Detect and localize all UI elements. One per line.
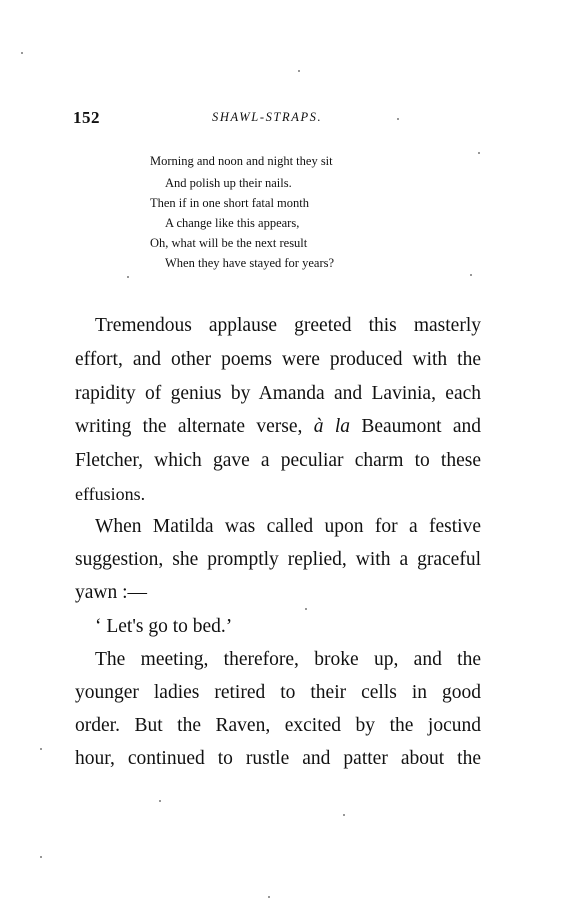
scan-speck (40, 748, 42, 750)
poem-line: A change like this appears, (165, 216, 300, 230)
poem-line: When they have stayed for years? (165, 256, 335, 270)
scan-speck (268, 896, 270, 898)
paragraph-line: effusions. (75, 484, 146, 504)
page-number: 152 (73, 108, 100, 127)
paragraph-line: suggestion, she promptly replied, with a graceful (75, 549, 481, 570)
scan-speck (40, 856, 42, 858)
scan-speck (298, 70, 300, 72)
poem-line: Then if in one short fatal month (150, 196, 309, 210)
running-title: SHAWL-STRAPS. (212, 110, 323, 124)
page-header (0, 108, 565, 130)
scan-speck (397, 118, 399, 120)
scan-speck (305, 608, 307, 610)
paragraph-line: hour, continued to rustle and patter about the (75, 748, 481, 769)
paragraph-line (75, 415, 481, 439)
poem-line: Oh, what will be the next result (150, 236, 308, 250)
text-segment: writing the alternate verse, (75, 416, 303, 437)
paragraph-line: order. But the Raven, excited by the jocund (75, 715, 481, 736)
paragraph-line: ‘ Let's go to bed.’ (95, 616, 233, 637)
paragraph-line: Fletcher, which gave a peculiar charm to these (75, 450, 481, 471)
scan-speck (159, 800, 161, 802)
scan-speck (343, 814, 345, 816)
poem-line: And polish up their nails. (165, 176, 292, 190)
paragraph-line: The meeting, therefore, broke up, and the (95, 649, 481, 670)
scan-speck (470, 274, 472, 276)
italic-phrase: à la (313, 416, 350, 437)
poem-line: Morning and noon and night they sit (150, 154, 333, 168)
scan-speck (127, 276, 129, 278)
scan-speck (478, 152, 480, 154)
text-segment: Beaumont and (361, 416, 482, 437)
paragraph-line: When Matilda was called upon for a festive (95, 516, 481, 537)
paragraph-line: rapidity of genius by Amanda and Lavinia, each (75, 383, 481, 404)
paragraph-line: Tremendous applause greeted this masterly (95, 315, 481, 336)
paragraph-line: yawn :— (75, 582, 148, 603)
paragraph-line: younger ladies retired to their cells in good (75, 682, 481, 703)
paragraph-line: effort, and other poems were produced with the (75, 349, 481, 370)
scan-speck (21, 52, 23, 54)
